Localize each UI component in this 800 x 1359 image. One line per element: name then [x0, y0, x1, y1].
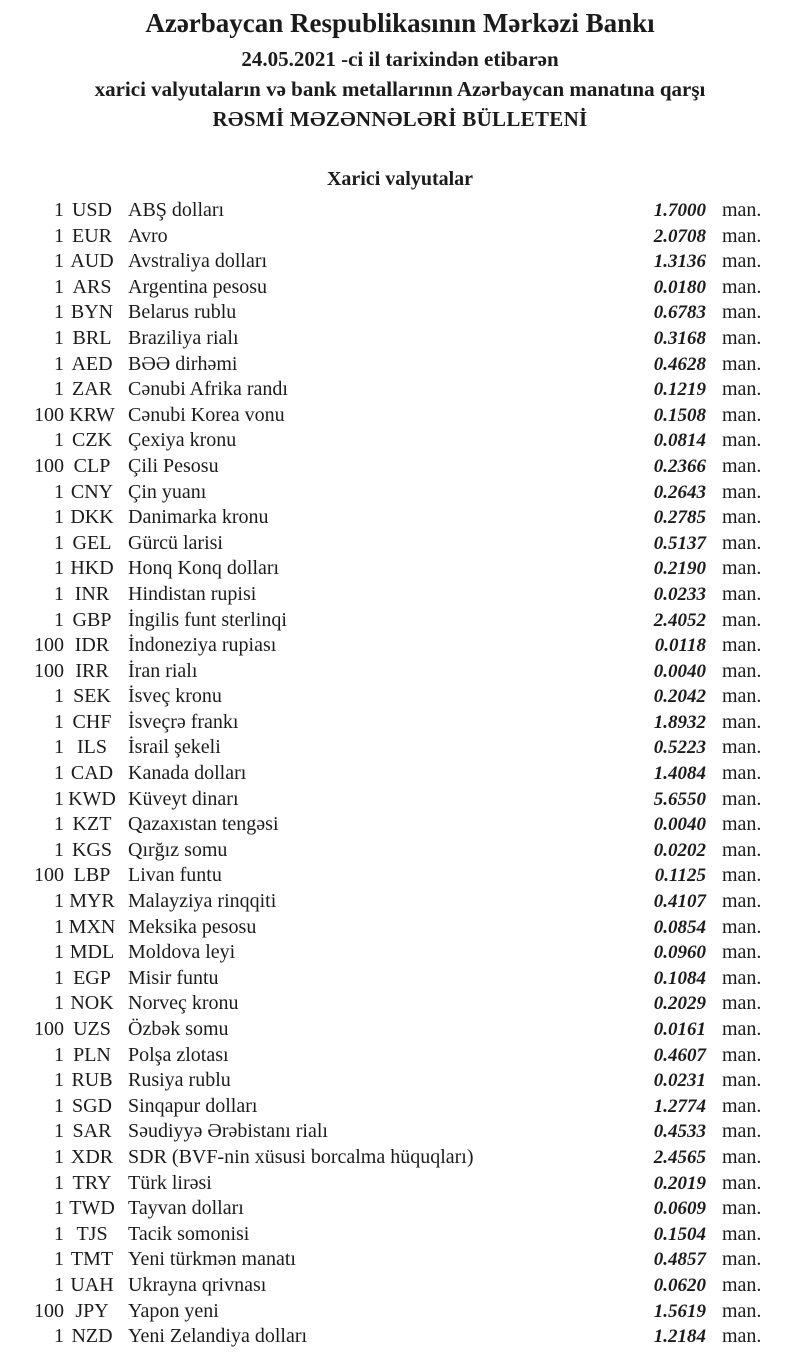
- table-row: [0, 198, 772, 224]
- currency-code: TMT: [70, 1248, 114, 1271]
- currency-unit-label: man.: [722, 1325, 762, 1348]
- currency-name: Honq Konq dolları: [128, 557, 280, 580]
- currency-name: Səudiyyə Ərəbistanı rialı: [128, 1120, 328, 1143]
- table-row: [0, 249, 772, 275]
- currency-unit-label: man.: [722, 915, 762, 938]
- table-row: [0, 1145, 772, 1171]
- currency-rate: 0.0854: [653, 916, 706, 938]
- currency-quantity: 1: [54, 224, 64, 247]
- currency-unit-label: man.: [722, 250, 762, 273]
- currency-unit-label: man.: [722, 429, 762, 452]
- currency-quantity: 100: [34, 403, 64, 426]
- currency-name: Qazaxıstan tengəsi: [128, 813, 279, 836]
- table-row: [0, 556, 772, 582]
- currency-unit-label: man.: [722, 1120, 762, 1143]
- currency-quantity: 100: [34, 1018, 64, 1040]
- currency-quantity: 1: [54, 762, 64, 785]
- table-row: [0, 326, 772, 352]
- currency-quantity: 1: [54, 736, 64, 759]
- currency-code: KGS: [71, 838, 112, 861]
- bulletin-title: RƏSMİ MƏZƏNNƏLƏRİ BÜLLETENİ: [212, 107, 588, 131]
- table-row: [0, 403, 772, 429]
- currency-unit-label: man.: [722, 659, 762, 682]
- currency-rate: 0.4857: [653, 1249, 706, 1271]
- currency-unit-label: man.: [722, 685, 762, 708]
- table-row: [0, 480, 772, 506]
- currency-code: AUD: [70, 250, 114, 273]
- currency-code: PLN: [73, 1043, 111, 1066]
- currency-rate: 1.4084: [653, 763, 706, 785]
- currency-quantity: 1: [54, 890, 64, 913]
- currency-unit-label: man.: [722, 199, 762, 221]
- currency-name: Gürcü larisi: [128, 531, 223, 554]
- currency-code: TWD: [69, 1197, 115, 1220]
- currency-code: ARS: [72, 275, 112, 298]
- currency-quantity: 1: [54, 710, 64, 733]
- currency-rate: 0.1125: [654, 865, 706, 887]
- currency-code: MDL: [69, 941, 115, 964]
- currency-name: Misir funtu: [128, 966, 219, 989]
- currency-unit-label: man.: [722, 941, 762, 964]
- currency-unit-label: man.: [722, 531, 762, 554]
- table-row: [0, 966, 772, 992]
- table-row: [0, 352, 772, 378]
- currency-quantity: 1: [54, 608, 64, 631]
- currency-code: SGD: [71, 1094, 112, 1117]
- table-row: [0, 1247, 772, 1273]
- table-row: [0, 582, 772, 608]
- currency-rate: 0.2190: [653, 558, 706, 580]
- currency-unit-label: man.: [722, 864, 762, 887]
- table-row: [0, 787, 772, 813]
- currency-unit-label: man.: [722, 1222, 762, 1245]
- currency-name: Danimarka kronu: [128, 506, 269, 529]
- currency-code: AED: [71, 352, 113, 375]
- currency-code: MYR: [69, 890, 115, 913]
- currency-rate: 0.4607: [653, 1044, 706, 1066]
- currency-quantity: 1: [54, 582, 64, 605]
- currency-rate: 5.6550: [653, 788, 706, 810]
- currency-unit-label: man.: [722, 787, 762, 810]
- currency-rate: 0.5223: [653, 737, 706, 759]
- currency-quantity: 1: [54, 1273, 64, 1296]
- currency-quantity: 1: [54, 941, 64, 964]
- currency-code: BRL: [72, 326, 112, 349]
- currency-code: INR: [74, 582, 110, 605]
- currency-unit-label: man.: [722, 1299, 762, 1322]
- table-row: [0, 428, 772, 454]
- table-row: [0, 991, 772, 1017]
- currency-code: TRY: [72, 1171, 112, 1194]
- currency-name: Meksika pesosu: [128, 915, 257, 938]
- currency-name: Çili Pesosu: [128, 454, 219, 477]
- currency-quantity: 1: [54, 557, 64, 580]
- currency-rate: 0.0180: [653, 276, 706, 298]
- table-row: [0, 505, 772, 531]
- document-header: [0, 0, 800, 132]
- currency-code: JPY: [75, 1299, 109, 1322]
- currency-unit-label: man.: [722, 557, 762, 580]
- table-row: [0, 684, 772, 710]
- currency-code: SAR: [72, 1120, 112, 1143]
- currency-rate: 0.1084: [653, 967, 706, 989]
- currency-rate: 0.0233: [653, 583, 706, 605]
- currency-name: Malayziya rinqqiti: [128, 890, 277, 913]
- currency-name: Kanada dolları: [128, 762, 247, 785]
- currency-rate: 0.2029: [653, 993, 706, 1015]
- currency-name: Rusiya rublu: [128, 1069, 231, 1092]
- currency-code: CLP: [73, 454, 111, 477]
- currency-code: CNY: [70, 480, 114, 503]
- currency-rate: 0.2785: [653, 507, 706, 529]
- currency-rate: 2.4565: [653, 1146, 706, 1168]
- currency-name: Belarus rublu: [128, 301, 237, 324]
- currency-name: Avstraliya dolları: [128, 250, 268, 273]
- currency-name: Cənubi Afrika randı: [128, 378, 288, 401]
- currency-code: GBP: [72, 608, 112, 631]
- table-row: [0, 1043, 772, 1069]
- currency-unit-label: man.: [722, 813, 762, 836]
- currency-name: Ukrayna qrivnası: [128, 1273, 267, 1296]
- currency-quantity: 1: [54, 1094, 64, 1117]
- currency-unit-label: man.: [722, 992, 762, 1015]
- currency-unit-label: man.: [722, 710, 762, 733]
- currency-rate: 0.0231: [653, 1070, 706, 1092]
- currency-code: NOK: [70, 992, 114, 1015]
- currency-quantity: 1: [54, 199, 64, 221]
- currency-quantity: 1: [54, 1248, 64, 1271]
- currency-unit-label: man.: [722, 1069, 762, 1092]
- currency-rate: 0.0040: [653, 660, 706, 682]
- effective-date-line: 24.05.2021 -ci il tarixindən etibarən: [241, 47, 559, 71]
- table-row: [0, 1068, 772, 1094]
- currency-unit-label: man.: [722, 1273, 762, 1296]
- currency-code: XDR: [70, 1145, 114, 1168]
- currency-rates-table: [0, 198, 800, 1350]
- currency-code: KZT: [72, 813, 112, 836]
- currency-rate: 0.1504: [653, 1223, 706, 1245]
- currency-rate: 2.4052: [653, 609, 706, 631]
- currency-quantity: 1: [54, 1145, 64, 1168]
- currency-name: Polşa zlotası: [128, 1043, 229, 1066]
- currency-unit-label: man.: [722, 966, 762, 989]
- currency-quantity: 1: [54, 685, 64, 708]
- table-row: [0, 863, 772, 889]
- currency-rate: 1.2774: [653, 1095, 706, 1117]
- table-row: [0, 761, 772, 787]
- table-row: [0, 275, 772, 301]
- currency-unit-label: man.: [722, 275, 762, 298]
- currency-quantity: 1: [54, 531, 64, 554]
- currency-rate: 1.5619: [653, 1300, 706, 1322]
- currency-quantity: 1: [54, 838, 64, 861]
- currency-unit-label: man.: [722, 506, 762, 529]
- currency-name: Moldova leyi: [128, 941, 236, 964]
- currency-rate: 0.2019: [653, 1172, 706, 1194]
- currency-code: BYN: [70, 301, 114, 324]
- table-row: [0, 633, 772, 659]
- currency-unit-label: man.: [722, 634, 762, 657]
- currency-quantity: 1: [54, 275, 64, 298]
- table-row: [0, 300, 772, 326]
- currency-name: Tayvan dolları: [128, 1197, 244, 1220]
- currency-rate: 0.5137: [653, 532, 706, 554]
- currency-quantity: 1: [54, 506, 64, 529]
- table-row: [0, 710, 772, 736]
- table-row: [0, 1094, 772, 1120]
- currency-code: TJS: [76, 1222, 108, 1245]
- currency-rate: 0.2042: [653, 686, 706, 708]
- currency-quantity: 1: [54, 326, 64, 349]
- currency-name: Livan funtu: [128, 864, 222, 887]
- currency-code: CAD: [70, 762, 114, 785]
- currency-code: SEK: [73, 685, 111, 708]
- currency-rate: 0.0814: [653, 430, 706, 452]
- currency-quantity: 1: [54, 480, 64, 503]
- currency-rate: 1.8932: [653, 711, 706, 733]
- currency-quantity: 1: [54, 1197, 64, 1220]
- currency-unit-label: man.: [722, 736, 762, 759]
- currency-name: İngilis funt sterlinqi: [128, 608, 287, 631]
- currency-rate: 0.2366: [653, 455, 706, 477]
- currency-unit-label: man.: [722, 1043, 762, 1066]
- currency-quantity: 1: [54, 1325, 64, 1348]
- currency-unit-label: man.: [722, 352, 762, 375]
- currency-quantity: 1: [54, 378, 64, 401]
- currency-quantity: 100: [34, 1299, 64, 1322]
- table-row: [0, 608, 772, 634]
- currency-code: ILS: [77, 736, 107, 759]
- currency-name: Çexiya kronu: [128, 429, 237, 452]
- currency-unit-label: man.: [722, 454, 762, 477]
- currency-rate: 0.4628: [653, 353, 706, 375]
- currency-unit-label: man.: [722, 838, 762, 861]
- currency-unit-label: man.: [722, 224, 762, 247]
- table-row: [0, 1299, 772, 1325]
- currency-quantity: 100: [34, 659, 64, 682]
- currency-rate: 1.3136: [653, 251, 706, 273]
- currency-unit-label: man.: [722, 301, 762, 324]
- currency-quantity: 1: [54, 813, 64, 836]
- table-row: [0, 1017, 772, 1043]
- currency-quantity: 100: [34, 634, 64, 657]
- currency-name: Hindistan rupisi: [128, 582, 257, 605]
- currency-unit-label: man.: [722, 1197, 762, 1220]
- currency-rate: 0.4533: [653, 1121, 706, 1143]
- currency-name: BƏƏ dirhəmi: [128, 352, 238, 375]
- currency-name: Argentina pesosu: [128, 275, 268, 298]
- currency-name: Cənubi Korea vonu: [128, 403, 285, 426]
- currency-unit-label: man.: [722, 1248, 762, 1271]
- currency-code: ZAR: [72, 378, 112, 401]
- currency-code: CHF: [72, 710, 112, 733]
- currency-quantity: 1: [54, 992, 64, 1015]
- currency-code: CZK: [72, 429, 112, 452]
- currency-name: Küveyt dinarı: [128, 787, 239, 810]
- table-row: [0, 531, 772, 557]
- currency-quantity: 100: [34, 864, 64, 887]
- currency-code: IDR: [74, 634, 110, 657]
- table-row: [0, 1273, 772, 1299]
- currency-rate: 0.0620: [653, 1274, 706, 1296]
- bank-name-title: Azərbaycan Respublikasının Mərkəzi Bankı: [145, 8, 655, 38]
- currency-name: ABŞ dolları: [128, 199, 225, 221]
- table-row: [0, 224, 772, 250]
- currency-code: UAH: [70, 1273, 114, 1296]
- table-row: [0, 659, 772, 685]
- table-row: [0, 838, 772, 864]
- currency-unit-label: man.: [722, 326, 762, 349]
- currency-name: Özbək somu: [128, 1018, 229, 1040]
- currency-quantity: 100: [34, 454, 64, 477]
- currency-code: USD: [71, 199, 112, 221]
- table-row: [0, 1222, 772, 1248]
- currency-name: Sinqapur dolları: [128, 1094, 258, 1117]
- currency-code: DKK: [70, 506, 114, 529]
- currency-quantity: 1: [54, 1171, 64, 1194]
- currency-rate: 0.0040: [653, 814, 706, 836]
- currency-name: Yapon yeni: [128, 1299, 219, 1322]
- currency-quantity: 1: [54, 301, 64, 324]
- section-title-foreign-currencies: Xarici valyutalar: [326, 168, 474, 190]
- currency-code: MXN: [68, 915, 116, 938]
- currency-unit-label: man.: [722, 1094, 762, 1117]
- currency-name: Braziliya rialı: [128, 326, 239, 349]
- table-row: [0, 1196, 772, 1222]
- currency-name: Norveç kronu: [128, 992, 239, 1015]
- currency-name: İsrail şekeli: [128, 736, 221, 759]
- currency-rate: 0.0161: [653, 1019, 706, 1040]
- currency-name: İndoneziya rupiası: [128, 634, 277, 657]
- table-row: [0, 940, 772, 966]
- currency-quantity: 1: [54, 915, 64, 938]
- currency-rate: 2.0708: [653, 225, 706, 247]
- currency-quantity: 1: [54, 352, 64, 375]
- currency-rate: 0.3168: [653, 327, 706, 349]
- currency-rate: 0.1508: [653, 404, 706, 426]
- currency-name: Qırğız somu: [128, 838, 228, 861]
- currency-rate: 0.1219: [653, 379, 706, 401]
- currency-rate: 0.0118: [654, 635, 706, 657]
- currency-rate: 0.6783: [653, 302, 706, 324]
- currency-quantity: 1: [54, 1120, 64, 1143]
- table-row: [0, 889, 772, 915]
- table-row: [0, 454, 772, 480]
- currency-unit-label: man.: [722, 1018, 762, 1040]
- currency-rate: 1.2184: [653, 1326, 706, 1348]
- currency-unit-label: man.: [722, 1145, 762, 1168]
- currency-code: EGP: [73, 966, 111, 989]
- currency-rate: 0.0609: [653, 1198, 706, 1220]
- currency-unit-label: man.: [722, 1171, 762, 1194]
- currency-quantity: 1: [54, 1043, 64, 1066]
- currency-quantity: 1: [54, 429, 64, 452]
- currency-rate: 0.2643: [653, 481, 706, 503]
- currency-code: NZD: [71, 1325, 113, 1348]
- currency-quantity: 1: [54, 250, 64, 273]
- currency-name: İsveçrə frankı: [128, 710, 239, 733]
- currency-code: KRW: [69, 403, 115, 426]
- currency-name: İsveç kronu: [128, 685, 222, 708]
- currency-code: LBP: [73, 864, 111, 887]
- table-row: [0, 735, 772, 761]
- table-row: [0, 1119, 772, 1145]
- currency-rate: 0.0960: [653, 942, 706, 964]
- currency-name: İran rialı: [128, 659, 198, 682]
- currency-unit-label: man.: [722, 890, 762, 913]
- table-row: [0, 1171, 772, 1197]
- subtitle-line: xarici valyutaların və bank metallarının Azərbaycan manatına qarşı: [94, 77, 706, 101]
- currency-name: Türk lirəsi: [128, 1171, 212, 1194]
- currency-code: EUR: [72, 224, 112, 247]
- currency-unit-label: man.: [722, 378, 762, 401]
- currency-code: KWD: [68, 787, 116, 810]
- currency-unit-label: man.: [722, 762, 762, 785]
- table-row: [0, 1324, 772, 1350]
- currency-unit-label: man.: [722, 582, 762, 605]
- currency-quantity: 1: [54, 1222, 64, 1245]
- currency-code: HKD: [70, 557, 114, 580]
- currency-rate: 0.0202: [653, 839, 706, 861]
- currency-unit-label: man.: [722, 480, 762, 503]
- currency-code: GEL: [72, 531, 112, 554]
- table-row: [0, 377, 772, 403]
- currency-rate: 0.4107: [653, 891, 706, 913]
- currency-quantity: 1: [54, 787, 64, 810]
- currency-code: UZS: [73, 1018, 111, 1040]
- currency-name: Yeni türkmən manatı: [128, 1248, 296, 1271]
- currency-name: Yeni Zelandiya dolları: [128, 1325, 308, 1348]
- currency-unit-label: man.: [722, 403, 762, 426]
- currency-rate: 1.7000: [653, 200, 706, 221]
- currency-name: Tacik somonisi: [128, 1222, 250, 1245]
- currency-name: SDR (BVF-nin xüsusi borcalma hüquqları): [128, 1145, 474, 1168]
- table-row: [0, 812, 772, 838]
- currency-quantity: 1: [54, 966, 64, 989]
- currency-name: Avro: [128, 224, 168, 247]
- currency-name: Çin yuanı: [128, 480, 207, 503]
- currency-code: RUB: [71, 1069, 113, 1092]
- currency-unit-label: man.: [722, 608, 762, 631]
- currency-code: IRR: [75, 659, 109, 682]
- currency-quantity: 1: [54, 1069, 64, 1092]
- table-row: [0, 915, 772, 941]
